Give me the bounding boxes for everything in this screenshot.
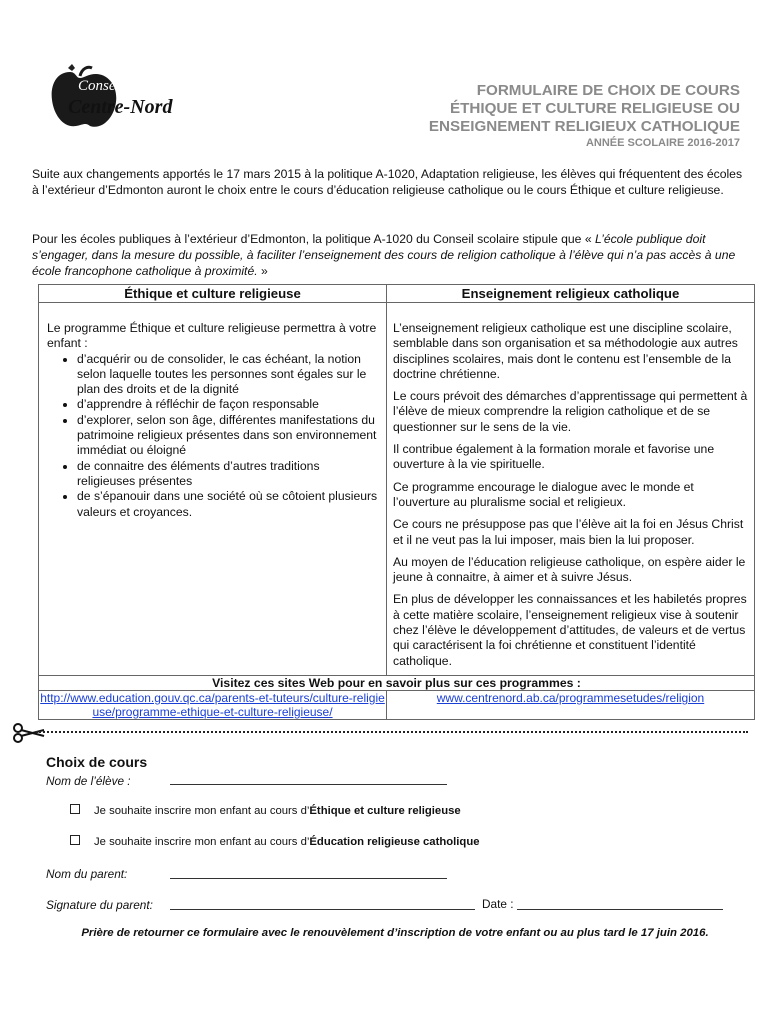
parent-name-label: Nom du parent: <box>46 867 128 881</box>
scissors-icon <box>12 722 46 744</box>
left-column-header: Éthique et culture religieuse <box>39 285 387 303</box>
school-year: ANNÉE SCOLAIRE 2016-2017 <box>585 137 740 149</box>
program-comparison-table <box>38 284 755 720</box>
ethics-column <box>39 303 387 676</box>
catholic-paragraph: Au moyen de l’éducation religieuse catholique, on espère aider le jeune à connaitre, à aimer et à suivre Jésus. <box>393 554 746 585</box>
visit-row <box>39 675 755 690</box>
option-ethics-course: Éthique et culture religieuse <box>309 805 461 817</box>
option-catholic <box>70 835 480 848</box>
policy-text: Pour les écoles publiques à l’extérieur d’Edmonton, la politique A-1020 du Conseil scolaire stipule que « <box>32 232 595 246</box>
catholic-paragraph: L’enseignement religieux catholique est une discipline scolaire, semblable dans son organisation et sa méthodologie aux autres disciplines scolaires, mais dont le contenu est l’ensemble de la doctrine chrétienne. <box>393 321 738 381</box>
links-row <box>39 690 755 719</box>
form-title-line: ENSEIGNEMENT RELIGIEUX CATHOLIQUE <box>428 118 740 135</box>
policy-quote: L’école publique doit s’engager, dans la mesure du possible, à faciliter l’enseignement des cours de religion catholique à l’élève qui n’a pas accès à une école francophone catholique à proximité. <box>32 232 736 278</box>
school-board-logo <box>50 62 180 134</box>
catholic-paragraph: Il contribue également à la formation morale et favorise une ouverture à la vie spirituelle. <box>393 442 715 472</box>
parent-signature-field[interactable] <box>170 895 475 910</box>
option-ethics-text: Je souhaite inscrire mon enfant au cours d’ <box>94 805 310 817</box>
logo-text-line1: Conseil scolaire <box>78 78 176 94</box>
ethics-intro: Le programme Éthique et culture religieuse permettra à votre enfant : <box>47 321 377 351</box>
ethics-link-cell <box>39 690 387 719</box>
cut-line-divider <box>36 731 748 733</box>
list-item: • d’explorer, selon son âge, différentes manifestations du patrimoine religieux présentes dans son environnement immédiat ou éloigné <box>77 413 378 459</box>
intro-paragraph-2 <box>32 231 744 279</box>
parent-signature-label: Signature du parent: <box>46 898 153 912</box>
visit-label: Visitez ces sites Web pour en savoir plus sur ces programmes : <box>39 675 755 690</box>
list-item: • d’apprendre à réfléchir de façon responsable <box>77 397 378 412</box>
catholic-program-link[interactable]: www.centrenord.ab.ca/programmesetudes/religion <box>436 690 705 705</box>
form-title-line: FORMULAIRE DE CHOIX DE COURS <box>476 82 740 99</box>
list-item: • d’acquérir ou de consolider, le cas échéant, la notion selon laquelle toutes les personnes sont égales sur le plan des droits et de la dignité <box>77 352 378 398</box>
date-label: Date : <box>482 897 514 911</box>
option-ethics <box>70 804 461 817</box>
date-field[interactable] <box>517 895 723 910</box>
table-body-row <box>39 303 755 676</box>
option-catholic-text: Je souhaite inscrire mon enfant au cours d’ <box>94 836 310 848</box>
return-instructions: Prière de retourner ce formulaire avec le renouvèlement d’inscription de votre enfant ou au plus tard le 17 juin 2016. <box>81 927 709 939</box>
ethics-checkbox[interactable] <box>70 804 80 814</box>
list-item: • de s’épanouir dans une société où se côtoient plusieurs valeurs et croyances. <box>77 489 378 520</box>
catholic-paragraph: Le cours prévoit des démarches d’apprentissage qui permettent à l’élève de mieux comprendre la religion catholique et de se questionner sur le sens de la vie. <box>393 389 748 434</box>
catholic-column <box>387 303 755 676</box>
parent-name-field[interactable] <box>170 864 447 879</box>
catholic-paragraph: En plus de développer les connaissances et les habiletés propres à cette matière scolaire, l’enseignement religieux vise à soutenir chez l’élève le développement d’attitudes, de valeurs et de vertus qui caractérisent la foi chrétienne et constituent l’identité catholique. <box>393 592 747 668</box>
catholic-checkbox[interactable] <box>70 835 80 845</box>
catholic-link-cell <box>387 690 755 719</box>
right-column-header: Enseignement religieux catholique <box>387 285 755 303</box>
student-name-field[interactable] <box>170 770 447 785</box>
list-item: • de connaitre des éléments d’autres traditions religieuses présentes <box>77 459 378 490</box>
form-title <box>320 82 740 136</box>
catholic-paragraph: Ce cours ne présuppose pas que l’élève ait la foi en Jésus Christ et il ne veut pas la lui imposer, mais bien la lui proposer. <box>393 517 744 547</box>
logo-text-line2: Centre-Nord <box>68 96 173 118</box>
course-choice-title: Choix de cours <box>46 754 148 770</box>
ethics-goals-list <box>47 352 378 520</box>
form-title-line: ÉTHIQUE ET CULTURE RELIGIEUSE OU <box>450 100 740 117</box>
ethics-program-link[interactable]: http://www.education.gouv.qc.ca/parents-et-tuteurs/culture-religieuse/programme-ethique-et-culture-religieuse/ <box>40 690 385 719</box>
policy-quote-end: » <box>257 264 268 278</box>
catholic-paragraph: Ce programme encourage le dialogue avec le monde et l’ouverture au pluralisme social et religieux. <box>393 479 694 509</box>
option-catholic-course: Éducation religieuse catholique <box>309 836 480 848</box>
table-header-row <box>39 285 755 303</box>
student-name-label: Nom de l’élève : <box>46 774 131 788</box>
intro-paragraph-1: Suite aux changements apportés le 17 mars 2015 à la politique A-1020, Adaptation religieuse, les élèves qui fréquentent des écoles à l’extérieur d’Edmonton auront le choix entre le cours d’éducation religieuse catholique ou le cours Éthique et culture religieuse. <box>32 167 743 197</box>
